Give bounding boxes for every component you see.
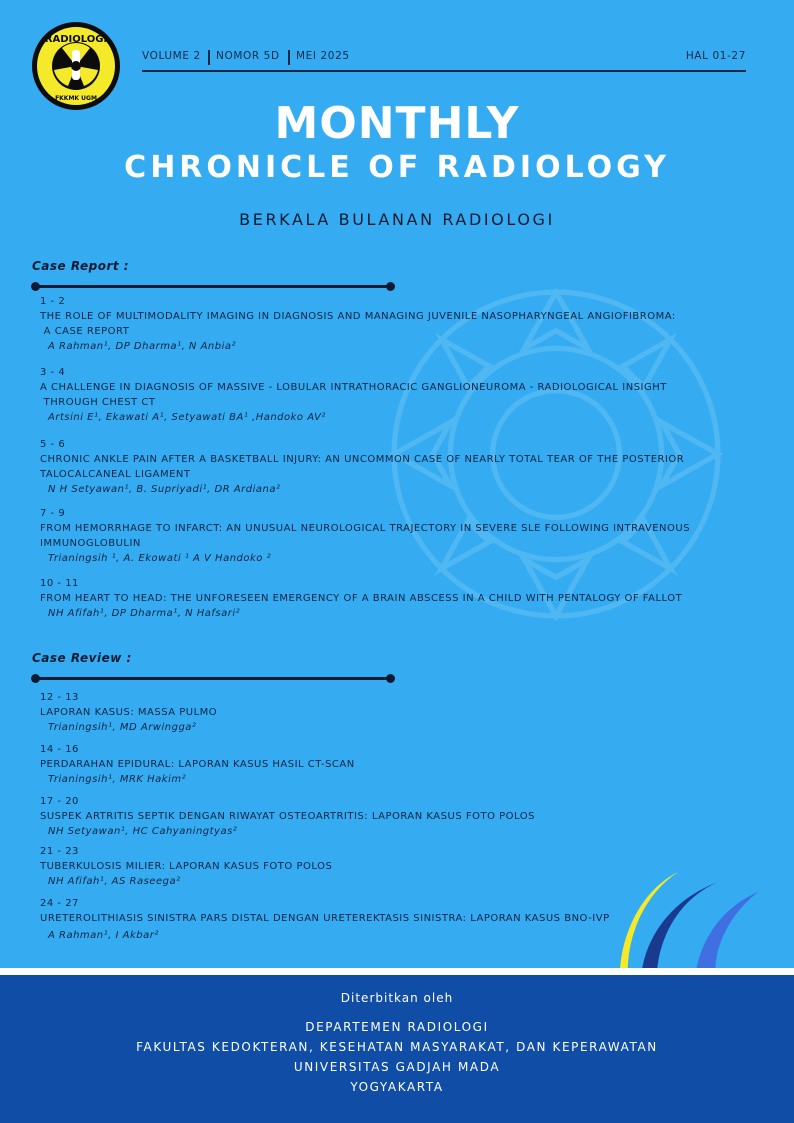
entry-title: CHRONIC ANKLE PAIN AFTER A BASKETBALL INJURY: AN UNCOMMON CASE OF NEARLY TOTAL TEAR OF THE POSTERIOR bbox=[40, 454, 685, 465]
title-main: MONTHLY bbox=[274, 98, 520, 149]
case-review-entry bbox=[40, 742, 730, 787]
case-review-entry bbox=[40, 794, 730, 839]
entry-title: THE ROLE OF MULTIMODALITY IMAGING IN DIAGNOSIS AND MANAGING JUVENILE NASOPHARYNGEAL ANGIOFIBROMA: bbox=[40, 311, 676, 322]
case-report-entry bbox=[40, 365, 730, 425]
entry-title: SUSPEK ARTRITIS SEPTIK DENGAN RIWAYAT OSTEOARTRITIS: LAPORAN KASUS FOTO POLOS bbox=[40, 811, 535, 822]
divider-dot bbox=[31, 282, 40, 291]
separator bbox=[288, 50, 290, 65]
title-local: BERKALA BULANAN RADIOLOGI bbox=[239, 210, 555, 229]
case-report-heading: Case Report : bbox=[32, 259, 130, 273]
divider-dot bbox=[386, 674, 395, 683]
entry-authors: N H Setyawan¹, B. Supriyadi¹, DR Ardiana² bbox=[48, 484, 281, 495]
entry-title-cont: THROUGH CHEST CT bbox=[40, 397, 156, 408]
section-divider bbox=[36, 677, 390, 680]
entry-pages: 1 - 2 bbox=[40, 296, 66, 307]
separator bbox=[208, 50, 210, 65]
entry-authors: A Rahman¹, I Akbar² bbox=[48, 930, 159, 941]
entry-title-cont: TALOCALCANEAL LIGAMENT bbox=[40, 469, 191, 480]
title-sub: CHRONICLE OF RADIOLOGY bbox=[124, 150, 670, 185]
logo-top-text: RADIOLOGI bbox=[44, 34, 108, 45]
entry-authors: NH Setyawan¹, HC Cahyaningtyas² bbox=[48, 826, 238, 837]
case-report-entry bbox=[40, 506, 730, 566]
header-rule bbox=[142, 70, 746, 72]
published-by: Diterbitkan oleh bbox=[340, 991, 454, 1005]
entry-authors: Trianingsih ¹, A. Ekowati ¹ A V Handoko ² bbox=[48, 553, 272, 564]
section-divider bbox=[36, 285, 390, 288]
case-report-entry bbox=[40, 576, 730, 621]
publisher-line: YOGYAKARTA bbox=[350, 1080, 444, 1094]
entry-pages: 14 - 16 bbox=[40, 744, 79, 755]
divider-dot bbox=[386, 282, 395, 291]
entry-authors: NH Afifah¹, AS Raseega² bbox=[48, 876, 181, 887]
publisher-footer bbox=[0, 975, 794, 1123]
entry-title: PERDARAHAN EPIDURAL: LAPORAN KASUS HASIL CT-SCAN bbox=[40, 759, 355, 770]
entry-title: A CHALLENGE IN DIAGNOSIS OF MASSIVE - LOBULAR INTRATHORACIC GANGLIONEUROMA - RADIOLOGICAL INSIGHT bbox=[40, 382, 667, 393]
issue-info bbox=[142, 50, 746, 66]
case-report-entry bbox=[40, 437, 730, 497]
entry-authors: NH Afifah¹, DP Dharma¹, N Hafsari² bbox=[48, 608, 241, 619]
entry-authors: Artsini E¹, Ekawati A¹, Setyawati BA¹ ,Handoko AV² bbox=[48, 412, 326, 423]
volume-label: VOLUME 2 bbox=[142, 50, 201, 62]
publisher-line: FAKULTAS KEDOKTERAN, KESEHATAN MASYARAKAT, DAN KEPERAWATAN bbox=[136, 1040, 658, 1054]
date-label: MEI 2025 bbox=[296, 50, 350, 62]
entry-title: TUBERKULOSIS MILIER: LAPORAN KASUS FOTO POLOS bbox=[40, 861, 333, 872]
publisher-line: UNIVERSITAS GADJAH MADA bbox=[293, 1060, 501, 1074]
entry-pages: 5 - 6 bbox=[40, 439, 66, 450]
entry-title-cont: IMMUNOGLOBULIN bbox=[40, 538, 141, 549]
entry-title: LAPORAN KASUS: MASSA PULMO bbox=[40, 707, 218, 718]
entry-pages: 24 - 27 bbox=[40, 898, 79, 909]
pages-label: HAL 01-27 bbox=[685, 50, 746, 62]
entry-authors: Trianingsih¹, MRK Hakim² bbox=[48, 774, 187, 785]
case-review-entry bbox=[40, 690, 730, 735]
entry-pages: 12 - 13 bbox=[40, 692, 79, 703]
logo-bottom-text: FKKMK UGM bbox=[55, 95, 97, 102]
number-label: NOMOR 5D bbox=[216, 50, 280, 62]
entry-pages: 17 - 20 bbox=[40, 796, 79, 807]
entry-title: FROM HEART TO HEAD: THE UNFORESEEN EMERGENCY OF A BRAIN ABSCESS IN A CHILD WITH PENTALOGY OF FALLOT bbox=[40, 593, 683, 604]
footer-gap bbox=[0, 968, 794, 975]
publisher-line: DEPARTEMEN RADIOLOGI bbox=[305, 1020, 489, 1034]
entry-pages: 7 - 9 bbox=[40, 508, 66, 519]
entry-title: URETEROLITHIASIS SINISTRA PARS DISTAL DENGAN URETEREKTASIS SINISTRA: LAPORAN KASUS BNO-IVP bbox=[40, 913, 610, 924]
entry-authors: A Rahman¹, DP Dharma¹, N Anbia² bbox=[48, 341, 237, 352]
entry-authors: Trianingsih¹, MD Arwingga² bbox=[48, 722, 197, 733]
entry-pages: 3 - 4 bbox=[40, 367, 66, 378]
divider-dot bbox=[31, 674, 40, 683]
entry-pages: 10 - 11 bbox=[40, 578, 79, 589]
entry-title-cont: A CASE REPORT bbox=[40, 326, 130, 337]
entry-title: FROM HEMORRHAGE TO INFARCT: AN UNUSUAL NEUROLOGICAL TRAJECTORY IN SEVERE SLE FOLLOWING INTRAVENOUS bbox=[40, 523, 691, 534]
case-review-heading: Case Review : bbox=[32, 651, 132, 665]
case-report-entry bbox=[40, 294, 730, 354]
entry-pages: 21 - 23 bbox=[40, 846, 79, 857]
